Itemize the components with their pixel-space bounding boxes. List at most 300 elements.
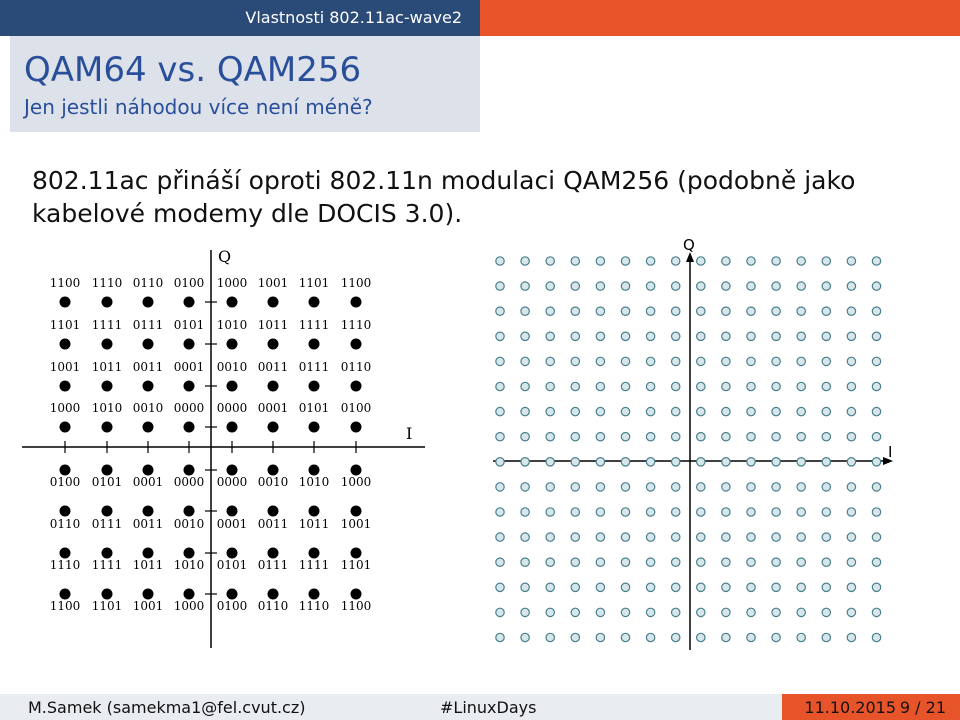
qam64-bit-label: 0100 (173, 276, 205, 290)
qam64-bit-label: 1100 (340, 276, 372, 290)
qam64-point (60, 381, 71, 392)
qam64-bit-label: 1001 (132, 599, 164, 613)
qam64-point (268, 297, 279, 308)
qam64-bit-label: 1100 (340, 599, 372, 613)
qam64-point (227, 297, 238, 308)
qam64-bit-label: 1000 (340, 475, 372, 489)
qam256-point (872, 307, 880, 315)
qam256-point (747, 407, 755, 415)
qam256-point (496, 633, 504, 641)
qam256-point (496, 433, 504, 441)
qam64-bit-label: 1001 (340, 517, 372, 531)
qam64-bit-label: 1000 (216, 276, 248, 290)
qam256-point (546, 382, 554, 390)
qam256-point (672, 483, 680, 491)
qam256-point (496, 608, 504, 616)
qam64-point (309, 297, 320, 308)
qam256-point (571, 257, 579, 265)
qam64-bit-label: 1101 (91, 599, 123, 613)
qam256-point (847, 633, 855, 641)
qam256-point (646, 558, 654, 566)
qam64-point (227, 506, 238, 517)
qam256-point (546, 483, 554, 491)
qam256-point (496, 382, 504, 390)
qam64-point (184, 422, 195, 433)
qam256-point (496, 332, 504, 340)
body-text: 802.11ac přináší oproti 802.11n modulaci QAM256 (podobně jako kabelové modemy dle DOCIS 3.0). (32, 166, 856, 228)
qam256-point (747, 433, 755, 441)
qam64-bit-label: 0101 (91, 475, 123, 489)
qam64-bit-label: 0001 (132, 475, 164, 489)
qam256-point (697, 307, 705, 315)
qam256-point (772, 533, 780, 541)
qam256-point (521, 558, 529, 566)
qam256-point (797, 307, 805, 315)
qam256-point (596, 533, 604, 541)
qam256-point (596, 382, 604, 390)
qam64-point (351, 465, 362, 476)
qam256-point (797, 508, 805, 516)
qam64-bit-label: 1010 (298, 475, 330, 489)
qam256-point (672, 533, 680, 541)
qam256-points (496, 257, 881, 642)
qam256-point (747, 332, 755, 340)
qam256-point (546, 633, 554, 641)
qam256-point (872, 533, 880, 541)
qam256-point (596, 307, 604, 315)
qam256-point (822, 433, 830, 441)
qam256-point (697, 382, 705, 390)
qam256-point (772, 332, 780, 340)
qam64-point (227, 589, 238, 600)
qam256-point (872, 508, 880, 516)
qam256-point (596, 332, 604, 340)
qam64-bit-label: 1011 (91, 360, 123, 374)
qam64-point (60, 548, 71, 559)
qam64-bit-label: 0010 (216, 360, 248, 374)
qam256-point (822, 508, 830, 516)
qam64-bit-label: 0001 (257, 401, 289, 415)
qam256-point (646, 257, 654, 265)
qam256-point (546, 332, 554, 340)
qam256-point (847, 583, 855, 591)
qam64-bit-label: 0100 (49, 475, 81, 489)
qam64-point (351, 339, 362, 350)
qam256-point (722, 307, 730, 315)
qam256-point (822, 458, 830, 466)
qam256-point (722, 332, 730, 340)
qam256-point (697, 332, 705, 340)
qam256-point (847, 257, 855, 265)
qam256-point (822, 483, 830, 491)
qam64-bit-label: 1111 (298, 558, 330, 572)
qam256-point (822, 357, 830, 365)
qam256-point (722, 407, 730, 415)
qam256-point (571, 307, 579, 315)
qam256-point (797, 407, 805, 415)
qam64-bit-label: 1011 (257, 318, 289, 332)
qam256-point (822, 633, 830, 641)
qam256-point (672, 458, 680, 466)
qam256-point (521, 433, 529, 441)
qam256-point (521, 458, 529, 466)
qam64-point (60, 297, 71, 308)
right-q-axis-label: Q (683, 236, 695, 254)
qam256-point (722, 483, 730, 491)
qam64-bit-label: 0110 (132, 276, 164, 290)
qam64-bit-label: 1101 (298, 276, 330, 290)
qam256-point (672, 357, 680, 365)
qam256-point (521, 282, 529, 290)
qam256-point (722, 458, 730, 466)
qam256-point (672, 508, 680, 516)
qam256-point (747, 382, 755, 390)
qam256-point (822, 558, 830, 566)
qam256-point (621, 608, 629, 616)
qam256-point (621, 433, 629, 441)
qam256-point (747, 483, 755, 491)
qam256-point (872, 407, 880, 415)
qam256-point (546, 558, 554, 566)
qam64-point (184, 506, 195, 517)
qam64-bit-label: 1110 (91, 276, 123, 290)
qam256-point (646, 282, 654, 290)
qam256-point (797, 357, 805, 365)
qam256-point (571, 533, 579, 541)
qam256-point (872, 558, 880, 566)
qam64-bit-label: 0011 (132, 360, 164, 374)
qam64-bit-label: 1100 (49, 599, 81, 613)
qam256-point (847, 357, 855, 365)
qam256-point (496, 483, 504, 491)
qam64-point (268, 381, 279, 392)
qam256-point (621, 407, 629, 415)
qam64-bit-label: 0110 (340, 360, 372, 374)
qam256-point (521, 357, 529, 365)
qam256-point (847, 608, 855, 616)
qam256-point (722, 608, 730, 616)
qam256-point (822, 407, 830, 415)
qam256-point (571, 608, 579, 616)
qam256-point (672, 282, 680, 290)
qam64-point (309, 589, 320, 600)
qam256-point (621, 558, 629, 566)
qam256-point (772, 608, 780, 616)
qam256-point (546, 608, 554, 616)
qam64-point (184, 381, 195, 392)
qam256-point (646, 332, 654, 340)
qam256-point (697, 483, 705, 491)
qam256-point (646, 508, 654, 516)
qam256-point (847, 282, 855, 290)
qam256-point (697, 633, 705, 641)
qam64-bit-label: 0111 (298, 360, 330, 374)
qam64-bit-label: 1110 (298, 599, 330, 613)
qam64-bit-label: 0000 (216, 475, 248, 489)
qam64-point (143, 506, 154, 517)
footer-event: #LinuxDays (440, 698, 537, 717)
qam256-point (822, 382, 830, 390)
qam64-bit-label: 0011 (257, 517, 289, 531)
qam256-point (521, 633, 529, 641)
qam256-point (822, 282, 830, 290)
qam64-point (143, 465, 154, 476)
qam64-bit-label: 1010 (216, 318, 248, 332)
qam64-point (227, 465, 238, 476)
qam64-point (143, 297, 154, 308)
qam64-point (268, 506, 279, 517)
qam64-point (309, 548, 320, 559)
qam256-point (772, 433, 780, 441)
qam256-point (571, 558, 579, 566)
qam256-point (596, 282, 604, 290)
qam256-point (621, 332, 629, 340)
qam64-point (351, 297, 362, 308)
qam256-point (872, 257, 880, 265)
section-title: Vlastnosti 802.11ac-wave2 (245, 8, 462, 27)
qam256-point (546, 407, 554, 415)
qam256-point (797, 483, 805, 491)
qam64-bit-label: 1011 (298, 517, 330, 531)
qam256-point (521, 382, 529, 390)
qam64-point (102, 339, 113, 350)
footer-page-number: 9 / 21 (899, 698, 946, 717)
qam256-point (596, 433, 604, 441)
qam256-point (521, 583, 529, 591)
qam256-point (772, 282, 780, 290)
qam64-bit-label: 1010 (91, 401, 123, 415)
qam256-point (847, 533, 855, 541)
qam256-point (797, 257, 805, 265)
qam256-point (496, 357, 504, 365)
qam64-point (309, 339, 320, 350)
qam256-point (521, 533, 529, 541)
qam256-point (496, 407, 504, 415)
qam256-point (571, 508, 579, 516)
qam64-point (102, 381, 113, 392)
qam256-point (722, 533, 730, 541)
qam256-point (496, 307, 504, 315)
qam256-point (571, 633, 579, 641)
qam64-point (60, 339, 71, 350)
qam256-point (747, 608, 755, 616)
qam256-point (621, 583, 629, 591)
qam256-point (747, 533, 755, 541)
qam64-point (143, 589, 154, 600)
qam256-point (646, 458, 654, 466)
qam256-point (822, 583, 830, 591)
qam64-bit-label: 1010 (173, 558, 205, 572)
qam256-point (822, 257, 830, 265)
qam256-point (672, 583, 680, 591)
qam256-point (621, 458, 629, 466)
qam64-point (184, 465, 195, 476)
qam256-point (772, 583, 780, 591)
qam256-point (772, 307, 780, 315)
qam256-point (672, 382, 680, 390)
qam256-point (722, 633, 730, 641)
qam256-point (672, 633, 680, 641)
qam256-point (697, 533, 705, 541)
qam256-point (621, 533, 629, 541)
qam64-bit-label: 1111 (91, 558, 123, 572)
qam256-point (546, 583, 554, 591)
qam256-point (797, 533, 805, 541)
qam64-bit-label: 0010 (132, 401, 164, 415)
qam256-point (797, 382, 805, 390)
qam64-bit-label: 0001 (216, 517, 248, 531)
qam64-point (227, 548, 238, 559)
qam256-point (521, 608, 529, 616)
qam256-point (797, 633, 805, 641)
qam256-point (872, 382, 880, 390)
qam256-point (847, 483, 855, 491)
qam256-point (847, 508, 855, 516)
qam64-point (143, 548, 154, 559)
qam256-point (521, 483, 529, 491)
qam256-point (672, 332, 680, 340)
qam256-point (697, 608, 705, 616)
qam64-point (102, 548, 113, 559)
qam64-point (351, 589, 362, 600)
qam64-point (60, 422, 71, 433)
qam256-point (772, 382, 780, 390)
qam256-point (596, 608, 604, 616)
qam64-bit-label: 0101 (216, 558, 248, 572)
qam256-point (722, 282, 730, 290)
qam64-bit-label: 0101 (298, 401, 330, 415)
qam256-point (747, 583, 755, 591)
qam64-point (351, 422, 362, 433)
qam256-point (722, 583, 730, 591)
qam256-point (822, 608, 830, 616)
qam256-point (496, 583, 504, 591)
qam256-point (747, 357, 755, 365)
qam256-point (621, 633, 629, 641)
qam64-point (309, 381, 320, 392)
qam256-point (672, 608, 680, 616)
left-i-axis-label: I (406, 424, 413, 443)
qam256-point (546, 257, 554, 265)
qam256-point (621, 307, 629, 315)
qam64-bit-label: 1011 (132, 558, 164, 572)
footer-date: 11.10.2015 (804, 698, 896, 717)
qam256-point (772, 558, 780, 566)
qam64-point (102, 422, 113, 433)
qam64-bit-label: 1000 (49, 401, 81, 415)
qam256-point (546, 458, 554, 466)
qam256-point (571, 382, 579, 390)
qam256-point (596, 407, 604, 415)
qam256-point (571, 407, 579, 415)
qam64-bit-label: 1100 (49, 276, 81, 290)
qam256-point (621, 382, 629, 390)
qam256-point (621, 508, 629, 516)
qam256-point (521, 257, 529, 265)
qam256-point (872, 583, 880, 591)
qam256-point (872, 282, 880, 290)
qam256-point (697, 458, 705, 466)
qam256-point (646, 307, 654, 315)
qam64-bit-label: 0001 (173, 360, 205, 374)
qam256-point (621, 357, 629, 365)
qam64-bit-label: 0011 (257, 360, 289, 374)
qam256-point (646, 633, 654, 641)
qam256-point (646, 357, 654, 365)
qam256-point (872, 357, 880, 365)
qam256-point (697, 508, 705, 516)
qam64-bit-label: 0000 (173, 475, 205, 489)
qam64-bit-label: 1101 (49, 318, 81, 332)
qam256-point (847, 458, 855, 466)
footer (0, 694, 960, 720)
qam256-point (596, 558, 604, 566)
qam256-point (872, 633, 880, 641)
qam256-point (596, 458, 604, 466)
qam256-point (596, 583, 604, 591)
qam256-point (822, 332, 830, 340)
qam64-point (351, 548, 362, 559)
qam256-point (496, 282, 504, 290)
qam256-point (797, 282, 805, 290)
qam256-point (697, 407, 705, 415)
qam256-point (646, 583, 654, 591)
qam256-point (697, 558, 705, 566)
qam256-point (797, 558, 805, 566)
qam64-bit-label: 1111 (91, 318, 123, 332)
qam256-point (521, 332, 529, 340)
qam64-point (184, 548, 195, 559)
qam256-point (872, 608, 880, 616)
qam256-point (596, 483, 604, 491)
qam256-point (772, 633, 780, 641)
qam256-point (571, 433, 579, 441)
qam256-point (872, 483, 880, 491)
qam64-point (268, 339, 279, 350)
qam64-constellation (22, 247, 425, 648)
qam64-bit-label: 0000 (216, 401, 248, 415)
frame-title: QAM64 vs. QAM256 (24, 50, 362, 90)
qam64-point (184, 297, 195, 308)
qam64-point (351, 381, 362, 392)
qam64-bit-label: 1001 (49, 360, 81, 374)
qam256-point (672, 433, 680, 441)
qam256-point (722, 382, 730, 390)
qam64-point (309, 465, 320, 476)
qam256-point (747, 307, 755, 315)
qam64-bit-label: 0010 (173, 517, 205, 531)
qam256-point (546, 357, 554, 365)
qam64-point (60, 589, 71, 600)
qam64-bit-label: 1110 (49, 558, 81, 572)
qam256-point (571, 282, 579, 290)
qam256-point (697, 257, 705, 265)
qam256-point (847, 332, 855, 340)
qam256-point (747, 257, 755, 265)
qam256-point (697, 583, 705, 591)
qam64-bit-label: 1001 (257, 276, 289, 290)
qam64-bit-label: 0100 (216, 599, 248, 613)
qam64-point (102, 589, 113, 600)
qam64-point (184, 339, 195, 350)
frame-subtitle: Jen jestli náhodou více není méně? (24, 95, 373, 119)
qam256-point (546, 433, 554, 441)
qam256-point (772, 458, 780, 466)
qam256-point (646, 608, 654, 616)
qam256-point (872, 332, 880, 340)
qam64-bit-label: 0110 (49, 517, 81, 531)
qam64-bit-label: 0110 (257, 599, 289, 613)
